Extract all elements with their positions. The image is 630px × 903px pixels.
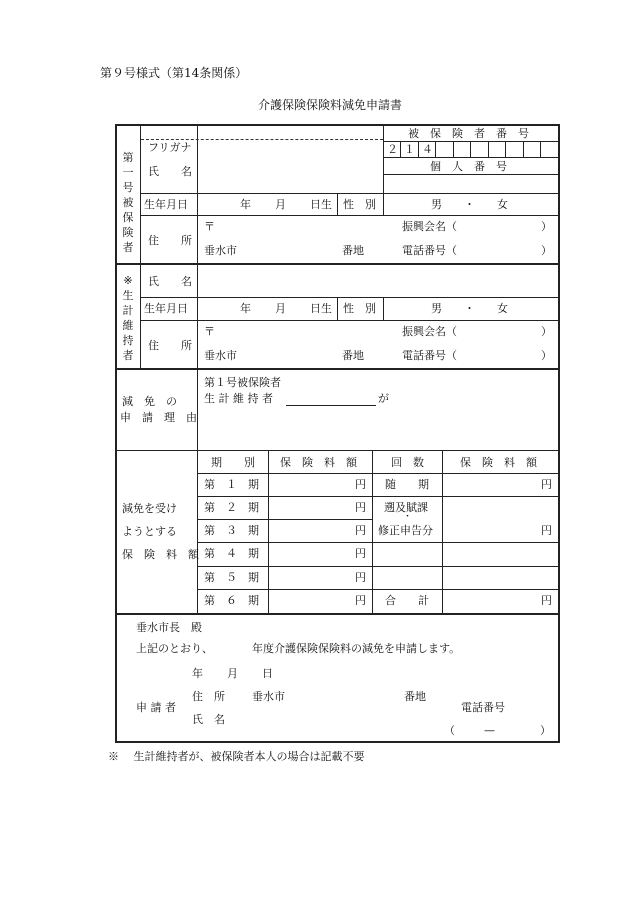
reason-text-line1: 第１号被保険者: [204, 376, 281, 389]
sex-options: 男 ・ 女: [431, 302, 508, 315]
insured-number-label: 被 保 険 者 番 号: [408, 127, 529, 140]
banchi-label: 番地: [342, 349, 364, 362]
bank-close: ）: [541, 325, 552, 338]
insured-digit: ２: [387, 143, 398, 156]
premium-label-line3: 保 険 料 額: [122, 548, 199, 561]
yen-unit: 円: [355, 571, 366, 584]
form-title: 介護保険保険料減免申請書: [258, 98, 403, 112]
addressee: 垂水市長 殿: [136, 621, 202, 634]
applicant-label: 申 請 者: [136, 701, 176, 714]
bank-label: 振興会名（: [402, 220, 457, 233]
header-premium-2: 保 険 料 額: [460, 456, 537, 469]
name-label: 氏 名: [148, 275, 192, 288]
zuiki-label: 随 期: [385, 478, 429, 491]
sex-label: 性 別: [343, 198, 376, 211]
header-period: 期 別: [211, 456, 255, 469]
footnote: ※ 生計維持者が、被保険者本人の場合は記載不要: [108, 750, 365, 763]
date-day: 日: [262, 667, 273, 680]
banchi-label: 番地: [342, 244, 364, 257]
address-label: 住 所: [148, 339, 192, 352]
date-month: 月: [227, 667, 238, 680]
reason-text-line2: 生 計 維 持 者: [204, 392, 273, 405]
total-label: 合 計: [385, 594, 429, 607]
birth-month: 月: [275, 302, 286, 315]
yen-unit: 円: [541, 524, 552, 537]
phone-open: （: [444, 724, 455, 737]
bank-close: ）: [541, 220, 552, 233]
sokyu-label-line1: 遡及賦課: [384, 501, 428, 514]
header-premium: 保 険 料 額: [280, 456, 357, 469]
furigana-label: フリガナ: [148, 141, 192, 154]
personal-number-label: 個 人 番 号: [430, 160, 507, 173]
phone-label: 電話番号（: [402, 244, 457, 257]
period-row: 第 ４ 期: [204, 547, 259, 560]
birth-day: 日生: [310, 198, 332, 211]
period-row: 第 ３ 期: [204, 524, 259, 537]
section2-label: ※ 生 計 維 持 者: [122, 274, 134, 362]
applicant-city: 垂水市: [252, 690, 285, 703]
yen-unit: 円: [355, 501, 366, 514]
applicant-name-label: 氏 名: [192, 713, 225, 726]
birth-year: 年: [240, 198, 251, 211]
period-row: 第 ５ 期: [204, 571, 259, 584]
date-year: 年: [192, 667, 203, 680]
birth-year: 年: [240, 302, 251, 315]
premium-label-line2: ようとする: [122, 525, 177, 538]
yen-unit: 円: [541, 478, 552, 491]
statement-prefix: 上記のとおり、: [136, 642, 213, 655]
sokyu-label-line2: 修正申告分: [378, 524, 433, 537]
applicant-address-label: 住 所: [192, 690, 225, 703]
period-row: 第 １ 期: [204, 478, 259, 491]
reason-blank-line: [286, 405, 376, 406]
yen-unit: 円: [355, 594, 366, 607]
applicant-banchi: 番地: [404, 690, 426, 703]
sokyu-dot: ・: [403, 512, 413, 522]
section1-label: 第 一 号 被 保 険 者: [122, 151, 134, 254]
yen-unit: 円: [355, 478, 366, 491]
applicant-phone-label: 電話番号: [461, 701, 505, 714]
phone-close: ）: [540, 724, 551, 737]
premium-label-line1: 減免を受け: [122, 502, 177, 515]
birthdate-label: 生年月日: [144, 302, 188, 315]
sex-options: 男 ・ 女: [431, 198, 508, 211]
postal-mark: 〒: [204, 325, 215, 338]
postal-mark: 〒: [204, 220, 215, 233]
reason-label-line2: 申 請 理 由: [120, 411, 197, 424]
yen-unit: 円: [355, 524, 366, 537]
header-count: 回 数: [391, 456, 424, 469]
yen-unit: 円: [541, 594, 552, 607]
phone-close: ）: [541, 244, 552, 257]
phone-label: 電話番号（: [402, 349, 457, 362]
period-row: 第 ２ 期: [204, 501, 259, 514]
insured-digit: １: [404, 143, 415, 156]
insured-digit: ４: [422, 143, 433, 156]
phone-close: ）: [541, 349, 552, 362]
name-label: 氏 名: [148, 165, 192, 178]
yen-unit: 円: [355, 547, 366, 560]
reason-label-line1: 減 免 の: [122, 395, 177, 408]
reason-text-suffix: が: [378, 392, 389, 405]
statement-suffix: 年度介護保険保険料の減免を申請します。: [252, 642, 461, 655]
bank-label: 振興会名（: [402, 325, 457, 338]
city-name: 垂水市: [204, 244, 237, 257]
period-row: 第 ６ 期: [204, 594, 259, 607]
phone-dash: —: [484, 724, 495, 737]
birthdate-label: 生年月日: [144, 198, 188, 211]
form-number: 第９号様式（第14条関係）: [100, 66, 248, 80]
birth-month: 月: [275, 198, 286, 211]
sex-label: 性 別: [343, 302, 376, 315]
city-name: 垂水市: [204, 349, 237, 362]
birth-day: 日生: [310, 302, 332, 315]
address-label: 住 所: [148, 234, 192, 247]
